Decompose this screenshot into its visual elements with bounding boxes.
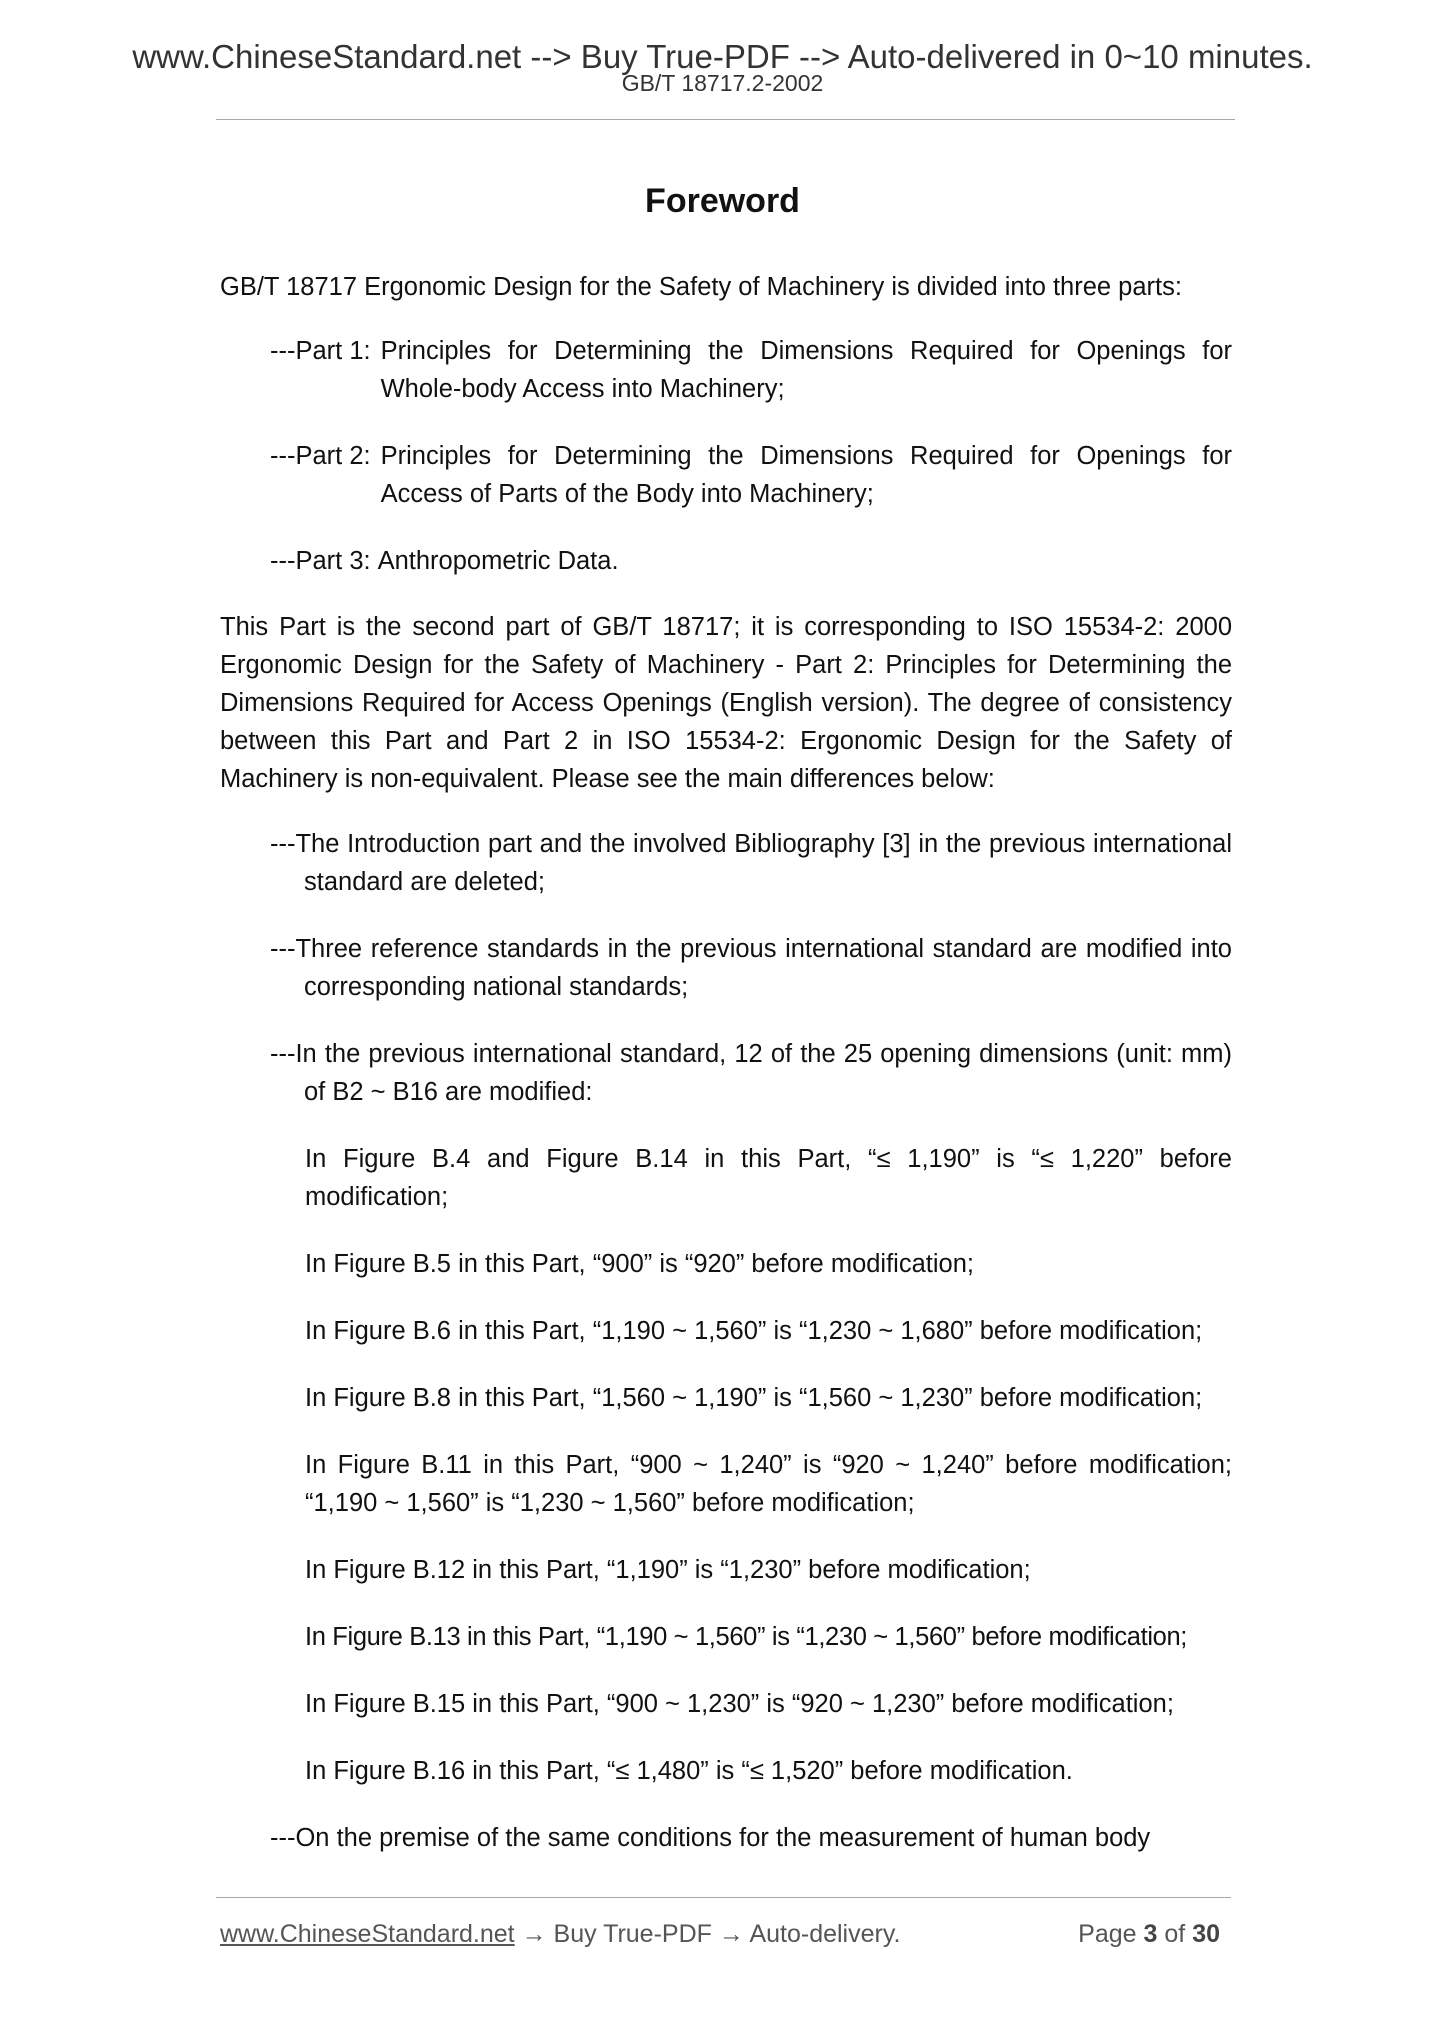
part-item — [270, 437, 1232, 513]
site-banner: www.ChineseStandard.net --> Buy True-PDF --> Auto-delivered in 0~10 minutes. — [132, 38, 1313, 75]
part-label: ---Part 2: — [270, 442, 371, 470]
footer-divider — [216, 1897, 1231, 1898]
modification-item: In Figure B.5 in this Part, “900” is “920” before modification; — [305, 1250, 974, 1278]
page-title: Foreword — [645, 182, 800, 220]
modification-item: In Figure B.12 in this Part, “1,190” is “1,230” before modification; — [305, 1556, 1031, 1584]
document-body — [220, 268, 1232, 1857]
modification-item: In Figure B.4 and Figure B.14 in this Part, “≤ 1,190” is “≤ 1,220” before modification; — [305, 1145, 1232, 1211]
difference-item: ---In the previous international standard, 12 of the 25 opening dimensions (unit: mm) of B2 ~ B16 are modified: — [270, 1040, 1232, 1106]
part-item — [270, 332, 1232, 408]
modification-item: In Figure B.15 in this Part, “900 ~ 1,230” is “920 ~ 1,230” before modification; — [305, 1690, 1174, 1718]
modification-list — [305, 1140, 1232, 1790]
page-counter — [1078, 1920, 1220, 1949]
part-text: Principles for Determining the Dimensions Required for Openings for Whole-body Access into Machinery; — [380, 337, 1232, 403]
current-page-number: 3 — [1143, 1920, 1158, 1948]
header-divider — [216, 119, 1235, 120]
modification-item: In Figure B.6 in this Part, “1,190 ~ 1,560” is “1,230 ~ 1,680” before modification; — [305, 1317, 1203, 1345]
page-word: Page — [1078, 1920, 1137, 1948]
part-text: Anthropometric Data. — [377, 547, 619, 575]
intro-paragraph: GB/T 18717 Ergonomic Design for the Safety of Machinery is divided into three parts: — [220, 273, 1182, 301]
modification-item: In Figure B.8 in this Part, “1,560 ~ 1,190” is “1,560 ~ 1,230” before modification; — [305, 1384, 1203, 1412]
arrow-right-icon: → — [718, 1920, 744, 1948]
modification-item: In Figure B.11 in this Part, “900 ~ 1,240” is “920 ~ 1,240” before modification; “1,190 ~ 1,560” is “1,230 ~ 1,560” before modification; — [305, 1451, 1232, 1517]
part-text: Principles for Determining the Dimensions Required for Openings for Access of Parts of the Body into Machinery; — [380, 442, 1232, 508]
of-word: of — [1164, 1920, 1186, 1948]
modification-item: In Figure B.13 in this Part, “1,190 ~ 1,560” is “1,230 ~ 1,560” before modification; — [305, 1623, 1188, 1651]
footer-site-link[interactable]: www.ChineseStandard.net — [220, 1920, 515, 1948]
arrow-right-icon: → — [521, 1920, 547, 1948]
difference-item-truncated: ---On the premise of the same conditions for the measurement of human body — [270, 1824, 1151, 1852]
footer-buy-text: Buy True-PDF — [553, 1920, 712, 1948]
part-label: ---Part 3: — [270, 547, 371, 575]
footer-delivery-text: Auto-delivery. — [749, 1920, 901, 1948]
difference-item: ---Three reference standards in the previous international standard are modified into corresponding national standards; — [270, 935, 1232, 1001]
part-label: ---Part 1: — [270, 337, 371, 365]
correspondence-paragraph: This Part is the second part of GB/T 18717; it is corresponding to ISO 15534-2: 2000 Ergonomic Design for the Safety of Machinery - Part 2: Principles for Determining the Dimensions Required for Access Openings (English version). The degree of consistency between this Part and Part 2 in ISO 15534-2: Ergonomic Design for the Safety of Machinery is non-equivalent. Please see the main differences below: — [220, 613, 1232, 793]
part-item — [270, 542, 1232, 580]
difference-item: ---The Introduction part and the involved Bibliography [3] in the previous international standard are deleted; — [270, 830, 1232, 896]
modification-item: In Figure B.16 in this Part, “≤ 1,480” is “≤ 1,520” before modification. — [305, 1757, 1073, 1785]
footer-promo — [220, 1920, 900, 1949]
document-number: GB/T 18717.2-2002 — [621, 70, 824, 96]
total-pages-number: 30 — [1192, 1920, 1220, 1948]
parts-list — [270, 332, 1232, 580]
